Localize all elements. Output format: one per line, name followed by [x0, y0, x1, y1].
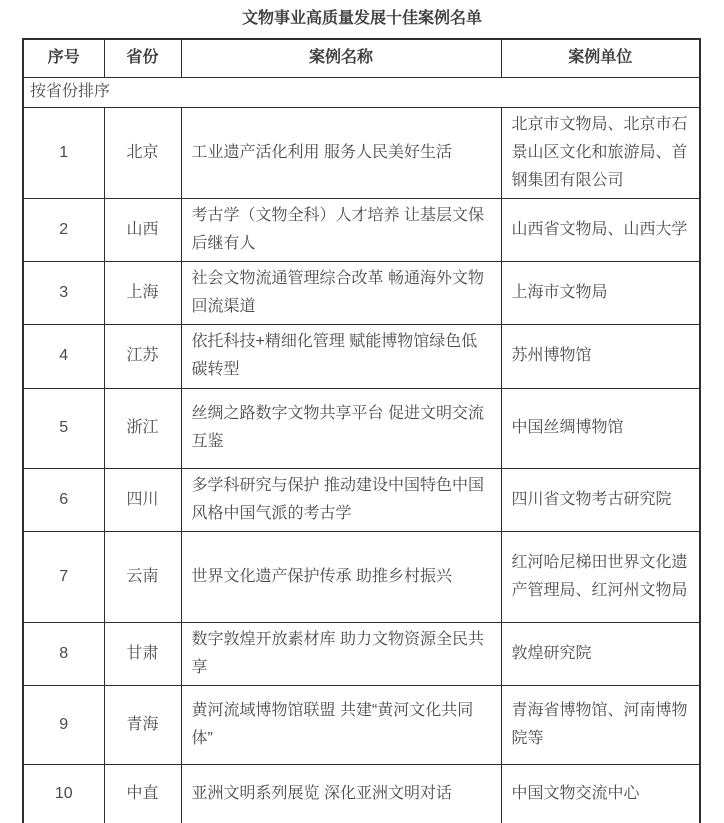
case-unit-cell: 苏州博物馆 [501, 324, 700, 388]
row-number-cell: 10 [23, 764, 104, 823]
row-number-cell: 2 [23, 198, 104, 261]
table-row [23, 261, 700, 324]
province-cell: 江苏 [104, 324, 181, 388]
page-title: 文物事业高质量发展十佳案例名单 [241, 10, 482, 27]
case-unit-cell: 青海省博物馆、河南博物院等 [501, 685, 700, 764]
case-unit-cell: 四川省文物考古研究院 [501, 468, 700, 531]
header-no: 序号 [23, 39, 104, 77]
case-name-cell: 考古学（文物全科）人才培养 让基层文保后继有人 [181, 198, 501, 261]
case-name-cell: 黄河流域博物馆联盟 共建“黄河文化共同体” [181, 685, 501, 764]
case-name-cell: 世界文化遗产保护传承 助推乡村振兴 [181, 531, 501, 622]
case-name-cell: 数字敦煌开放素材库 助力文物资源全民共享 [181, 622, 501, 685]
case-name-cell: 丝绸之路数字文物共享平台 促进文明交流互鉴 [181, 388, 501, 468]
case-name-cell: 亚洲文明系列展览 深化亚洲文明对话 [181, 764, 501, 823]
province-cell: 甘肃 [104, 622, 181, 685]
row-number-cell: 1 [23, 107, 104, 198]
case-unit-cell: 北京市文物局、北京市石景山区文化和旅游局、首钢集团有限公司 [501, 107, 700, 198]
province-cell: 青海 [104, 685, 181, 764]
row-number-cell: 4 [23, 324, 104, 388]
province-cell: 山西 [104, 198, 181, 261]
province-cell: 四川 [104, 468, 181, 531]
table-row [23, 324, 700, 388]
case-name-cell: 社会文物流通管理综合改革 畅通海外文物回流渠道 [181, 261, 501, 324]
row-number-cell: 6 [23, 468, 104, 531]
row-number-cell: 8 [23, 622, 104, 685]
province-cell: 浙江 [104, 388, 181, 468]
province-cell: 云南 [104, 531, 181, 622]
header-row [23, 39, 700, 77]
table-row [23, 107, 700, 198]
table-row [23, 764, 700, 823]
row-number-cell: 5 [23, 388, 104, 468]
cases-table [22, 38, 701, 823]
header-province: 省份 [104, 39, 181, 77]
header-case-name: 案例名称 [181, 39, 501, 77]
case-unit-cell: 上海市文物局 [501, 261, 700, 324]
table-row [23, 198, 700, 261]
case-unit-cell: 红河哈尼梯田世界文化遗产管理局、红河州文物局 [501, 531, 700, 622]
row-number-cell: 9 [23, 685, 104, 764]
table-row [23, 622, 700, 685]
table-row [23, 685, 700, 764]
table-row [23, 531, 700, 622]
province-cell: 北京 [104, 107, 181, 198]
case-unit-cell: 山西省文物局、山西大学 [501, 198, 700, 261]
row-number-cell: 3 [23, 261, 104, 324]
province-cell: 中直 [104, 764, 181, 823]
case-name-cell: 依托科技+精细化管理 赋能博物馆绿色低碳转型 [181, 324, 501, 388]
case-unit-cell: 中国文物交流中心 [501, 764, 700, 823]
case-unit-cell: 敦煌研究院 [501, 622, 700, 685]
group-row-label: 按省份排序 [23, 77, 700, 107]
table-row [23, 468, 700, 531]
case-name-cell: 多学科研究与保护 推动建设中国特色中国风格中国气派的考古学 [181, 468, 501, 531]
group-row [23, 77, 700, 107]
row-number-cell: 7 [23, 531, 104, 622]
header-case-unit: 案例单位 [501, 39, 700, 77]
case-name-cell: 工业遗产活化利用 服务人民美好生活 [181, 107, 501, 198]
table-row [23, 388, 700, 468]
province-cell: 上海 [104, 261, 181, 324]
case-unit-cell: 中国丝绸博物馆 [501, 388, 700, 468]
